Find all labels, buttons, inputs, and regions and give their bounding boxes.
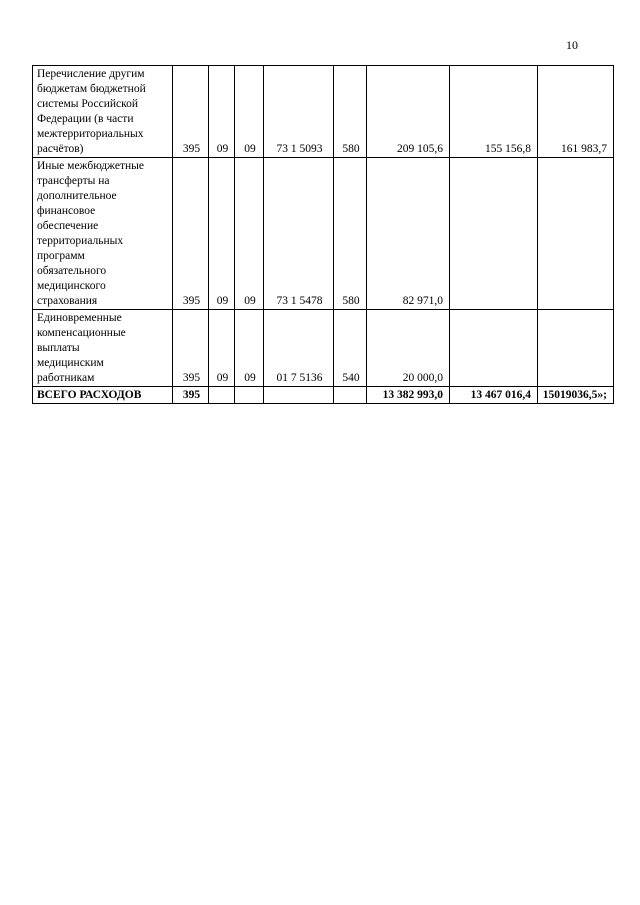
- expense-type-cell: [334, 387, 367, 404]
- total-row: [33, 387, 614, 404]
- expense-type-cell: 580: [334, 158, 367, 310]
- target-code-cell: 73 1 5478: [264, 158, 334, 310]
- table-row: [33, 310, 614, 387]
- target-code-cell: 73 1 5093: [264, 66, 334, 158]
- ministry-code-cell: 395: [173, 66, 209, 158]
- amount-1-cell: 209 105,6: [367, 66, 450, 158]
- table-row: [33, 66, 614, 158]
- expense-type-cell: 540: [334, 310, 367, 387]
- amount-2-cell: 155 156,8: [450, 66, 538, 158]
- subsection-code-cell: 09: [235, 158, 264, 310]
- total-amount-3: 15019036,5»;: [538, 387, 614, 404]
- ministry-code-cell: 395: [173, 158, 209, 310]
- target-code-cell: [264, 387, 334, 404]
- amount-1-cell: 20 000,0: [367, 310, 450, 387]
- target-code-cell: 01 7 5136: [264, 310, 334, 387]
- expense-name-cell: [33, 66, 173, 158]
- expenses-table: [32, 65, 614, 404]
- page-number: 10: [566, 38, 578, 52]
- table-row: [33, 158, 614, 310]
- subsection-code-cell: 09: [235, 66, 264, 158]
- ministry-code-cell: 395: [173, 387, 209, 404]
- section-code-cell: [209, 387, 235, 404]
- amount-3-cell: [538, 158, 614, 310]
- amount-3-cell: [538, 310, 614, 387]
- expense-name-cell: [33, 310, 173, 387]
- expense-type-cell: 580: [334, 66, 367, 158]
- amount-2-cell: [450, 310, 538, 387]
- subsection-code-cell: 09: [235, 310, 264, 387]
- expense-name: Единовременные компенсационные выплаты медицинским работникам: [37, 312, 126, 384]
- section-code-cell: 09: [209, 310, 235, 387]
- amount-1-cell: 82 971,0: [367, 158, 450, 310]
- expense-name: Иные межбюджетные трансферты на дополнительное финансовое обеспечение территориальных программ обязательного медицинского страхования: [37, 160, 144, 307]
- ministry-code-cell: 395: [173, 310, 209, 387]
- expense-name-cell: [33, 158, 173, 310]
- section-code-cell: 09: [209, 66, 235, 158]
- subsection-code-cell: [235, 387, 264, 404]
- amount-2-cell: [450, 158, 538, 310]
- total-amount-2: 13 467 016,4: [450, 387, 538, 404]
- section-code-cell: 09: [209, 158, 235, 310]
- total-amount-1: 13 382 993,0: [367, 387, 450, 404]
- amount-3-cell: 161 983,7: [538, 66, 614, 158]
- expense-name: Перечисление другим бюджетам бюджетной системы Российской Федерации (в части межтерриториальных расчётов): [37, 68, 146, 155]
- total-label: ВСЕГО РАСХОДОВ: [33, 387, 173, 404]
